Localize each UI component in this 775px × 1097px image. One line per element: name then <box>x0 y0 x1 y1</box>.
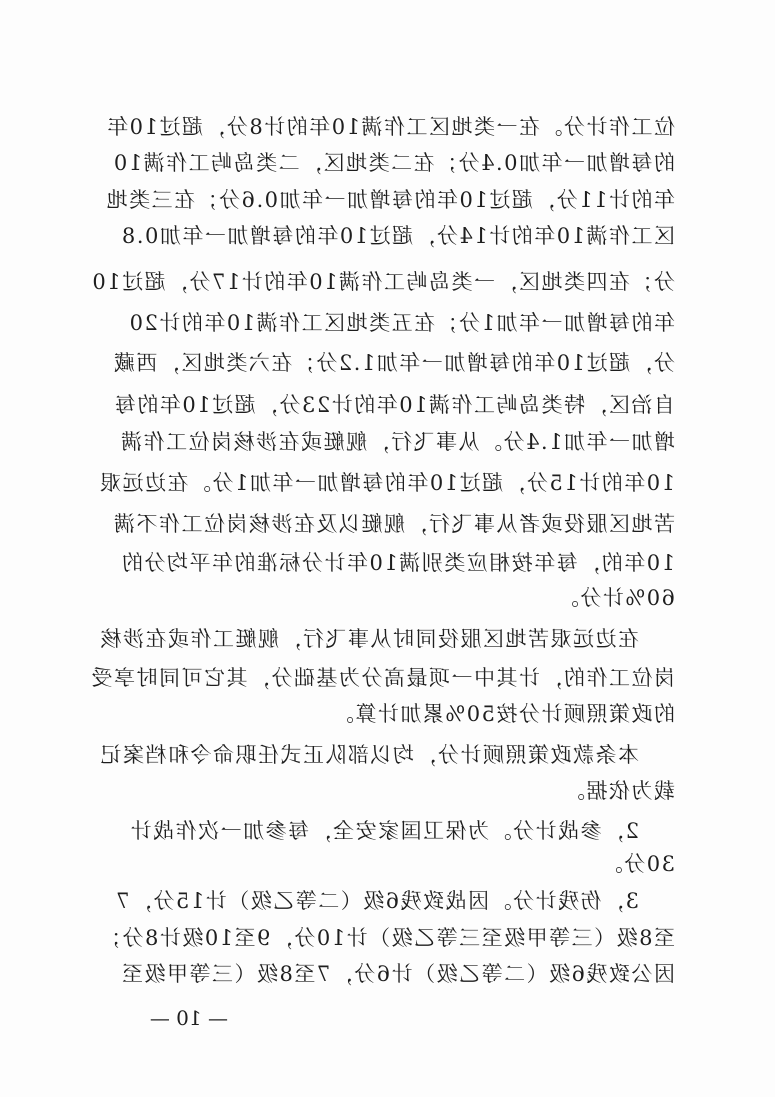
text-line: 60%计分。 <box>556 586 675 610</box>
text-line: 载为依据。 <box>562 779 675 803</box>
text-line: 30分。 <box>600 852 675 876</box>
text-line: 3，伤残计分。因战致残6级（二等乙级）计15分，7 <box>114 889 639 913</box>
text-line: 位工作计分。在一类地区工作满10年的计8分，超过10年 <box>105 115 675 139</box>
text-line: 本条款政策照顾计分，均以部队正式任职命令和档案记 <box>99 743 639 767</box>
text-line: 年的每增加一年加1分；在五类地区工作满10年的计20 <box>128 311 675 335</box>
text-line: 因公致残6级（二等乙级）计6分，7至8级（三等甲级至 <box>120 962 675 986</box>
text-line: 的政策照顾计分按50%累加计算。 <box>331 702 675 726</box>
text-line: 在边远艰苦地区服役同时从事飞行，舰艇工作或在涉核 <box>99 627 639 651</box>
text-line: 的每增加一年加0.4分；在二类地区，二类岛屿工作满10 <box>112 151 675 175</box>
text-line: 10年的计15分，超过10年的每增加一年加1分。在边远艰 <box>98 471 675 495</box>
text-line: 苦地区服役或者从事飞行，舰艇以及在涉核岗位工作不满 <box>112 512 675 536</box>
text-line: 增加一年加1.4分。从事飞行，舰艇或在涉核岗位工作满 <box>119 430 675 454</box>
text-line: 区工作满10年的计14分，超过10年的每增加一年加0.8 <box>120 224 675 248</box>
text-line: 岗位工作的，计其中一项最高分为基础分，其它可同时享受 <box>90 666 675 690</box>
text-line: 年的计11分，超过10年的每增加一年加0.6分；在三类地 <box>105 188 675 212</box>
text-line: 10年的，每年按相应类别满10年计分标准的年平均分的 <box>120 551 675 575</box>
text-line: 分；在四类地区，一类岛屿工作满10年的计17分，超过10 <box>90 270 675 294</box>
text-line: 2，参战计分。为保卫国家安全，每参加一次作战计 <box>129 819 639 843</box>
page-number: — 10 — <box>149 1006 228 1030</box>
text-line: 至8级（三等甲级至三等乙级）计10分，9至10级计8分； <box>98 926 675 950</box>
text-line: 分，超过10年的每增加一年加1.2分；在六类地区，西藏 <box>112 351 675 375</box>
text-line: 自治区，特类岛屿工作满10年的计23分，超过10年的每 <box>113 393 675 417</box>
